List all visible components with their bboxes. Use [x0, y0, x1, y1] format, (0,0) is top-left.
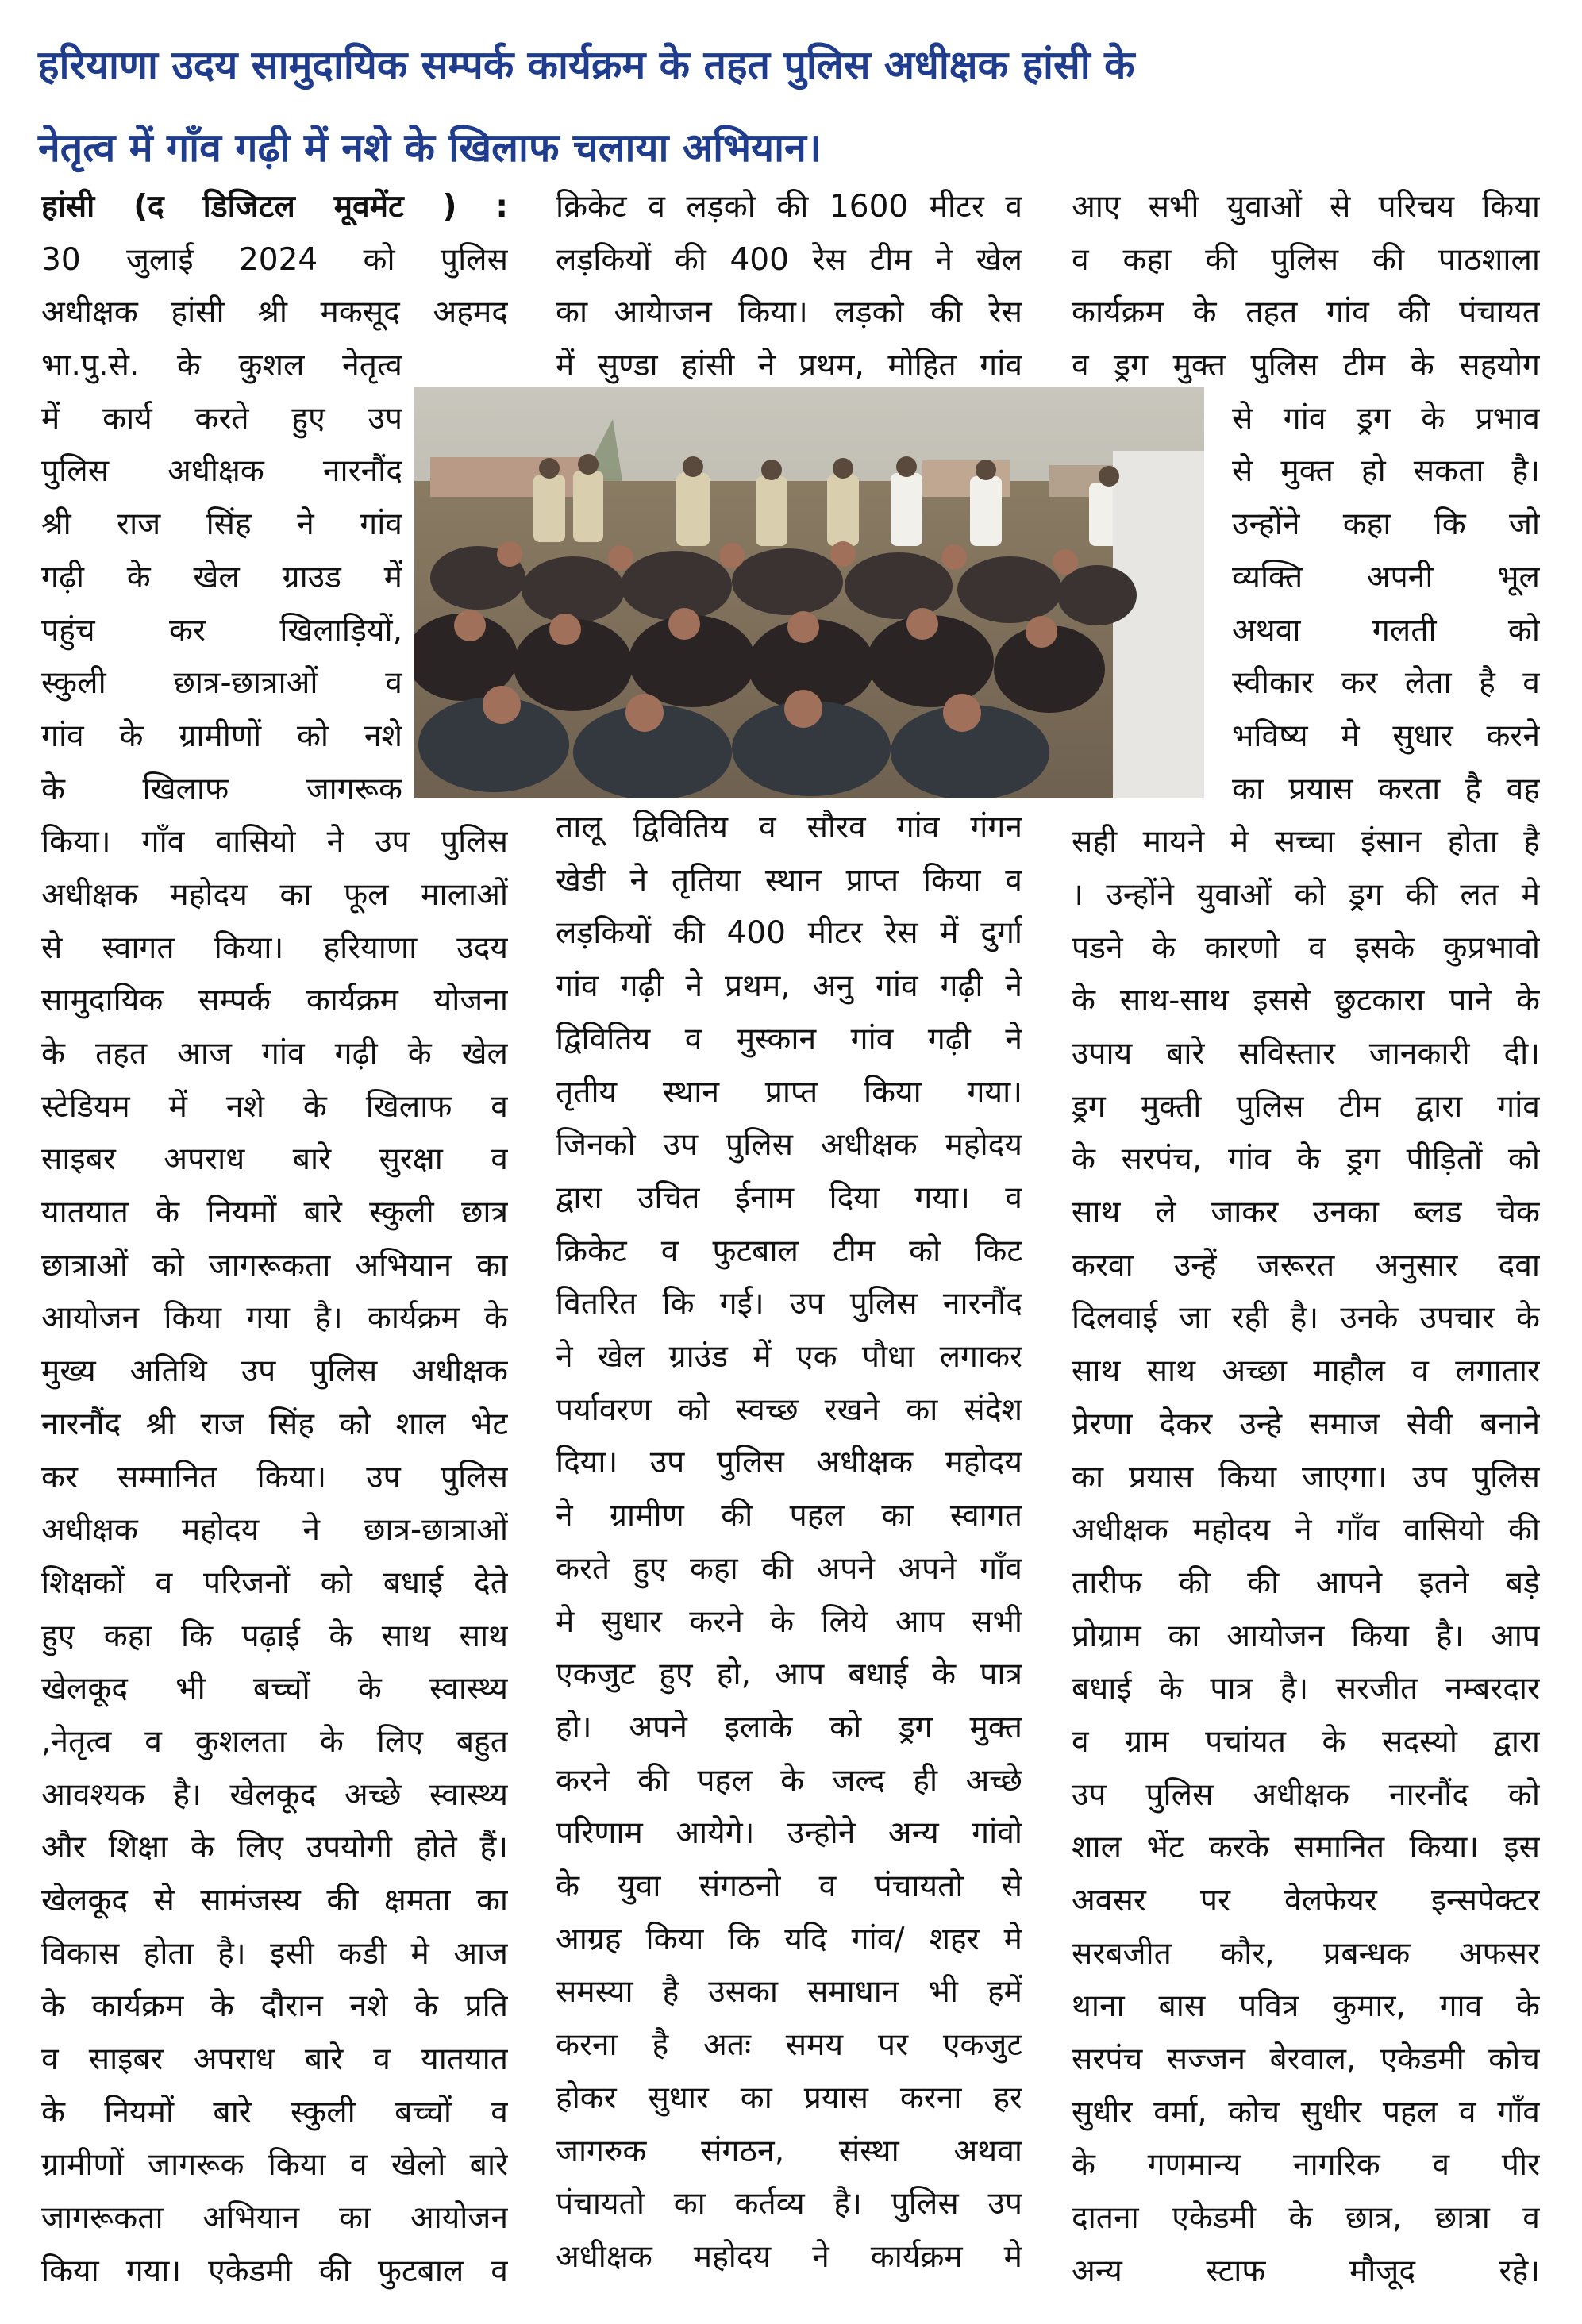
article-text-line: मुख्य अतिथि उप पुलिस अधीक्षक [41, 1353, 508, 1390]
article-text-line: व कहा की पुलिस की पाठशाला [1072, 241, 1540, 278]
article-text-line: गांव के ग्रामीणों को नशे [41, 718, 402, 754]
crowd-photo-illustration [414, 387, 1204, 798]
article-text-line: के गणमान्य नागरिक व पीर [1072, 2147, 1540, 2184]
article-text-line: कार्यक्रम के तहत गांव की पंचायत [1072, 294, 1540, 331]
article-text-line: जागरूकता अभियान का आयोजन [41, 2200, 508, 2237]
article-text-line: करवा उन्हें जरूरत अनुसार दवा [1072, 1247, 1540, 1283]
article-text-line: के खिलाफ जागरूक [41, 771, 402, 807]
article-text-line: अवसर पर वेलफेयर इन्सपेक्टर [1072, 1883, 1540, 1918]
article-text-line: श्री राज सिंह ने गांव [41, 506, 402, 543]
article-text-line: के कार्यक्रम के दौरान नशे के प्रति [41, 1988, 508, 2025]
article-text-line: द्विवितिय व मुस्कान गांव गढ़ी ने [556, 1021, 1022, 1057]
article-text-line: सामुदायिक सम्पर्क कार्यक्रम योजना [41, 983, 508, 1019]
article-text-line: खेडी ने तृतिया स्थान प्राप्त किया व [556, 862, 1022, 898]
article-text-line: अधीक्षक महोदय का फूल मालाओं [41, 876, 508, 913]
article-text-line: शिक्षकों व परिजनों को बधाई देते [41, 1564, 508, 1601]
article-text-line: समस्या है उसका समाधान भी हमें [556, 1974, 1022, 2010]
article-text-line: आए सभी युवाओं से परिचय किया [1072, 189, 1540, 225]
headline-line-2: नेतृत्व में गाँव गढ़ी में नशे के खिलाफ चलाया अभियान। [38, 125, 822, 171]
article-text-line: से गांव ड्रग के प्रभाव [1232, 400, 1540, 437]
article-text-line: व ग्राम पचांयत के सदस्यो द्वारा [1072, 1723, 1540, 1760]
article-text-line: होकर सुधार का प्रयास करना हर [556, 2080, 1022, 2116]
article-text-line: ड्रग मुक्ती पुलिस टीम द्वारा गांव [1072, 1088, 1540, 1125]
article-text-line: आयोजन किया गया है। कार्यक्रम के [41, 1300, 508, 1337]
article-text-line: किया। गाँव वासियो ने उप पुलिस [41, 824, 508, 860]
article-text-line: जागरुक संगठन, संस्था अथवा [556, 2133, 1022, 2169]
article-text-line: भविष्य मे सुधार करने [1232, 718, 1540, 754]
article-text-line: सरबजीत कौर, प्रबन्धक अफसर [1072, 1935, 1540, 1972]
article-text-line: उपाय बारे सविस्तार जानकारी दी। [1072, 1036, 1540, 1072]
article-text-line: एकजुट हुए हो, आप बधाई के पात्र [556, 1656, 1022, 1693]
article-text-line: क्रिकेट व फुटबाल टीम को किट [556, 1233, 1022, 1269]
article-text-line: का प्रयास किया जाएगा। उप पुलिस [1072, 1459, 1540, 1495]
article-text-line: हुए कहा कि पढ़ाई के साथ साथ [41, 1618, 508, 1654]
article-text-line: विकास होता है। इसी कडी मे आज [41, 1935, 508, 1972]
article-text-line: अथवा गलती को [1232, 612, 1540, 648]
article-text-line: तृतीय स्थान प्राप्त किया गया। [556, 1074, 1022, 1110]
article-text-line: । उन्होंने युवाओं को ड्रग की लत मे [1072, 876, 1540, 913]
article-text-line: प्रोग्राम का आयोजन किया है। आप [1072, 1618, 1540, 1654]
article-text-line: अन्य स्टाफ मौजूद रहे। [1072, 2253, 1540, 2289]
article-text-line: प्रेरणा देकर उन्हे समाज सेवी बनाने [1072, 1406, 1540, 1442]
article-text-line: कर सम्मानित किया। उप पुलिस [41, 1459, 508, 1495]
article-text-line: ,नेतृत्व व कुशलता के लिए बहुत [41, 1723, 508, 1760]
article-text-line: स्कुली छात्र-छात्राओं व [41, 665, 402, 702]
article-text-line: उप पुलिस अधीक्षक नारनौंद को [1072, 1776, 1540, 1813]
article-text-line: व साइबर अपराध बारे व यातयात [41, 2041, 508, 2078]
dateline: हांसी (द डिजिटल मूवमेंट ) : [41, 189, 508, 225]
article-text-line: क्रिकेट व लड़को की 1600 मीटर व [556, 189, 1022, 225]
article-text-line: में सुण्डा हांसी ने प्रथम, मोहित गांव [556, 348, 1022, 384]
article-text-line: स्वीकार कर लेता है व [1232, 665, 1540, 702]
article-text-line: छात्राओं को जागरूकता अभियान का [41, 1247, 508, 1283]
article-text-line: भा.पु.से. के कुशल नेतृत्व [41, 348, 402, 384]
article-text-line: पहुंच कर खिलाड़ियों, [41, 612, 402, 648]
article-text-line: करते हुए कहा की अपने अपने गाँव [556, 1550, 1022, 1587]
article-text-line: सरपंच सज्जन बेरवाल, एकेडमी कोच [1072, 2041, 1540, 2078]
article-text-line: के साथ-साथ इससे छुटकारा पाने के [1072, 983, 1540, 1019]
article-text-line: ग्रामीणों जागरूक किया व खेलो बारे [41, 2147, 508, 2184]
article-text-line: पडने के कारणो व इसके कुप्रभावो [1072, 929, 1540, 966]
article-text-line: ने ग्रामीण की पहल का स्वागत [556, 1498, 1022, 1534]
headline [38, 24, 1554, 189]
article-text-line: पुलिस अधीक्षक नारनौंद [41, 453, 402, 490]
article-text-line: शाल भेंट करके समानित किया। इस [1072, 1830, 1540, 1866]
article-text-line: दातना एकेडमी के छात्र, छात्रा व [1072, 2200, 1540, 2237]
headline-line-1: हरियाणा उदय सामुदायिक सम्पर्क कार्यक्रम के तहत पुलिस अधीक्षक हांसी के [38, 42, 1135, 88]
event-photo [414, 387, 1204, 798]
article-text-line: दिलवाई जा रही है। उनके उपचार के [1072, 1300, 1540, 1337]
article-text-line: पंचायतो का कर्तव्य है। पुलिस उप [556, 2186, 1022, 2222]
article-text-line: हो। अपने इलाके को ड्रग मुक्त [556, 1709, 1022, 1745]
article-text-line: नारनौंद श्री राज सिंह को शाल भेट [41, 1406, 508, 1442]
article-text-line: गांव गढ़ी ने प्रथम, अनु गांव गढ़ी ने [556, 968, 1022, 1005]
article-text-line: के नियमों बारे स्कुली बच्चों व [41, 2094, 508, 2130]
article-text-line: के तहत आज गांव गढ़ी के खेल [41, 1036, 508, 1072]
article-text-line: 30 जुलाई 2024 को पुलिस [41, 241, 508, 278]
article-text-line: से मुक्त हो सकता है। [1232, 453, 1540, 490]
article-text-line: के युवा संगठनो व पंचायतो से [556, 1868, 1022, 1904]
article-text-line: सुधीर वर्मा, कोच सुधीर पहल व गाँव [1072, 2094, 1540, 2130]
article-text-line: किया गया। एकेडमी की फुटबाल व [41, 2253, 508, 2289]
article-text-line: और शिक्षा के लिए उपयोगी होते हैं। [41, 1830, 508, 1866]
article-text-line: परिणाम आयेगे। उन्होने अन्य गांवो [556, 1815, 1022, 1852]
article-text-line: के सरपंच, गांव के ड्रग पीड़ितों को [1072, 1141, 1540, 1178]
article-text-line: साथ ले जाकर उनका ब्लड चेक [1072, 1195, 1540, 1231]
article-text-line: ने खेल ग्राउंड में एक पौधा लगाकर [556, 1339, 1022, 1375]
article-text-line: वितरित कि गई। उप पुलिस नारनौंद [556, 1286, 1022, 1322]
article-text-line: सही मायने मे सच्चा इंसान होता है [1072, 824, 1540, 860]
article-text-line: खेलकूद से सामंजस्य की क्षमता का [41, 1883, 508, 1918]
article-text-line: द्वारा उचित ईनाम दिया गया। व [556, 1179, 1022, 1216]
article-text-line: का आयेाजन किया। लड़को की रेस [556, 294, 1022, 331]
article-text-line: आवश्यक है। खेलकूद अच्छे स्वास्थ्य [41, 1776, 508, 1813]
article-text-line: तालू द्विवितिय व सौरव गांव गंगन [556, 810, 1022, 845]
article-text-line: तारीफ की की आपने इतने बड़े [1072, 1564, 1540, 1601]
article-text-line: साइबर अपराध बारे सुरक्षा व [41, 1141, 508, 1178]
article-text-line: मे सुधार करने के लिये आप सभी [556, 1603, 1022, 1640]
article-text-line: गढ़ी के खेल ग्राउड में [41, 559, 402, 595]
article-text-line: अधीक्षक महोदय ने कार्यक्रम मे [556, 2238, 1022, 2275]
article-text-line: थाना बास पवित्र कुमार, गाव के [1072, 1988, 1540, 2025]
article-text-line: अधीक्षक हांसी श्री मकसूद अहमद [41, 294, 508, 331]
article-text-line: अधीक्षक महोदय ने छात्र-छात्राओं [41, 1512, 508, 1549]
article-text-line: करना है अतः समय पर एकजुट [556, 2027, 1022, 2064]
article-text-line: उन्होंने कहा कि जो [1232, 506, 1540, 543]
article-text-line: जिनको उप पुलिस अधीक्षक महोदय [556, 1127, 1022, 1164]
article-text-line: बधाई के पात्र है। सरजीत नम्बरदार [1072, 1671, 1540, 1707]
article-text-line: पर्यावरण को स्वच्छ रखने का संदेश [556, 1391, 1022, 1428]
article-text-line: का प्रयास करता है वह [1232, 771, 1540, 807]
article-text-line: से स्वागत किया। हरियाणा उदय [41, 929, 508, 966]
article-text-line: लड़कियों की 400 मीटर रेस में दुर्गा [556, 915, 1022, 952]
article-text-line: आग्रह किया कि यदि गांव/ शहर मे [556, 1921, 1022, 1957]
article-text-line: करने की पहल के जल्द ही अच्छे [556, 1762, 1022, 1799]
article-text-line: लड़कियों की 400 रेस टीम ने खेल [556, 241, 1022, 278]
article-text-line: साथ साथ अच्छा माहौल व लगातार [1072, 1353, 1540, 1390]
article-text-line: स्टेडियम में नशे के खिलाफ व [41, 1088, 508, 1125]
article-text-line: में कार्य करते हुए उप [41, 400, 402, 437]
article-text-line: व्यक्ति अपनी भूल [1232, 559, 1540, 595]
article-text-line: दिया। उप पुलिस अधीक्षक महोदय [556, 1445, 1022, 1481]
article-text-line: खेलकूद भी बच्चों के स्वास्थ्य [41, 1671, 508, 1707]
article-text-line: व ड्रग मुक्त पुलिस टीम के सहयोग [1072, 348, 1540, 384]
article-text-line: यातयात के नियमों बारे स्कुली छात्र [41, 1195, 508, 1231]
article-text-line: अधीक्षक महोदय ने गाँव वासियो की [1072, 1512, 1540, 1549]
